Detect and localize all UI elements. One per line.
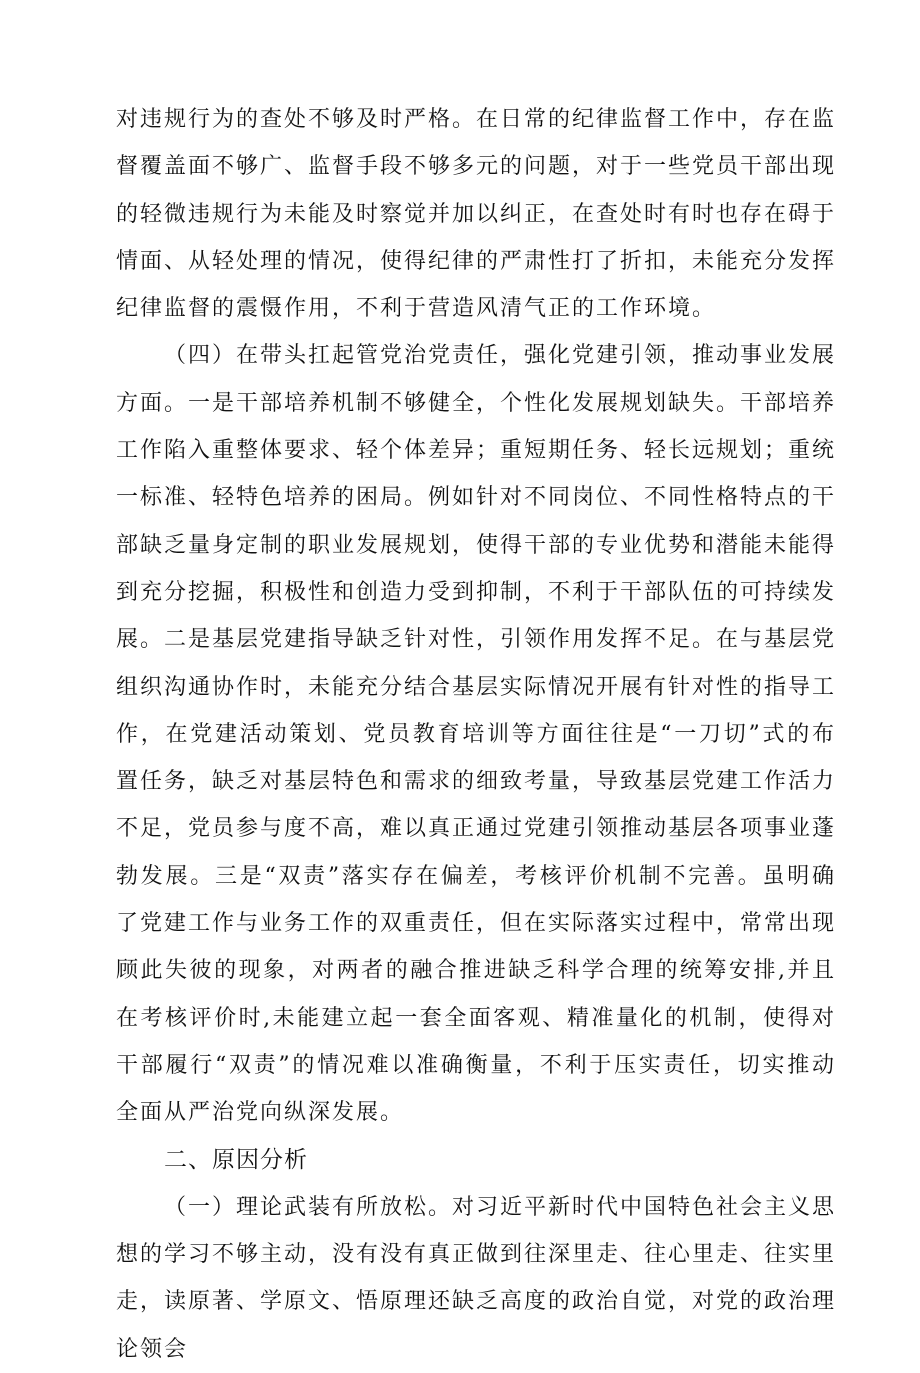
paragraph-party-building-responsibility: （四）在带头扛起管党治党责任，强化党建引领，推动事业发展方面。一是干部培养机制不够健全，个性化发展规划缺失。干部培养工作陷入重整体要求、轻个体差异；重短期任务、轻长远规划；重统一标准、轻特色培养的困局。例如针对不同岗位、不同性格特点的干部缺乏量身定制的职业发展规划，使得干部的专业优势和潜能未能得到充分挖掘，积极性和创造力受到抑制，不利于干部队伍的可持续发展。二是基层党建指导缺乏针对性，引领作用发挥不足。在与基层党组织沟通协作时，未能充分结合基层实际情况开展有针对性的指导工作，在党建活动策划、党员教育培训等方面往往是“一刀切”式的布置任务，缺乏对基层特色和需求的细致考量，导致基层党建工作活力不足，党员参与度不高，难以真正通过党建引领推动基层各项事业蓬勃发展。三是“双责”落实存在偏差，考核评价机制不完善。虽明确了党建工作与业务工作的双重责任，但在实际落实过程中，常常出现顾此失彼的现象，对两者的融合推进缺乏科学合理的统筹安排,并且在考核评价时,未能建立起一套全面客观、精准量化的机制，使得对干部履行“双责”的情况难以准确衡量，不利于压实责任，切实推动全面从严治党向纵深发展。	[116, 343, 837, 1126]
paragraph-theory-study: （一）理论武装有所放松。对习近平新时代中国特色社会主义思想的学习不够主动，没有没有真正做到往深里走、往心里走、往实里走，读原著、学原文、悟原理还缺乏高度的政治自觉，对党的政治理论领会	[116, 1194, 837, 1362]
paragraph-discipline-supervision: 对违规行为的查处不够及时严格。在日常的纪律监督工作中，存在监督覆盖面不够广、监督手段不够多元的问题，对于一些党员干部出现的轻微违规行为未能及时察觉并加以纠正，在查处时有时也存在碍于情面、从轻处理的情况，使得纪律的严肃性打了折扣，未能充分发挥纪律监督的震慑作用，不利于营造风清气正的工作环境。	[116, 107, 837, 322]
document-page	[116, 96, 836, 1373]
section-heading-cause-analysis: 二、原因分析	[164, 1146, 308, 1173]
